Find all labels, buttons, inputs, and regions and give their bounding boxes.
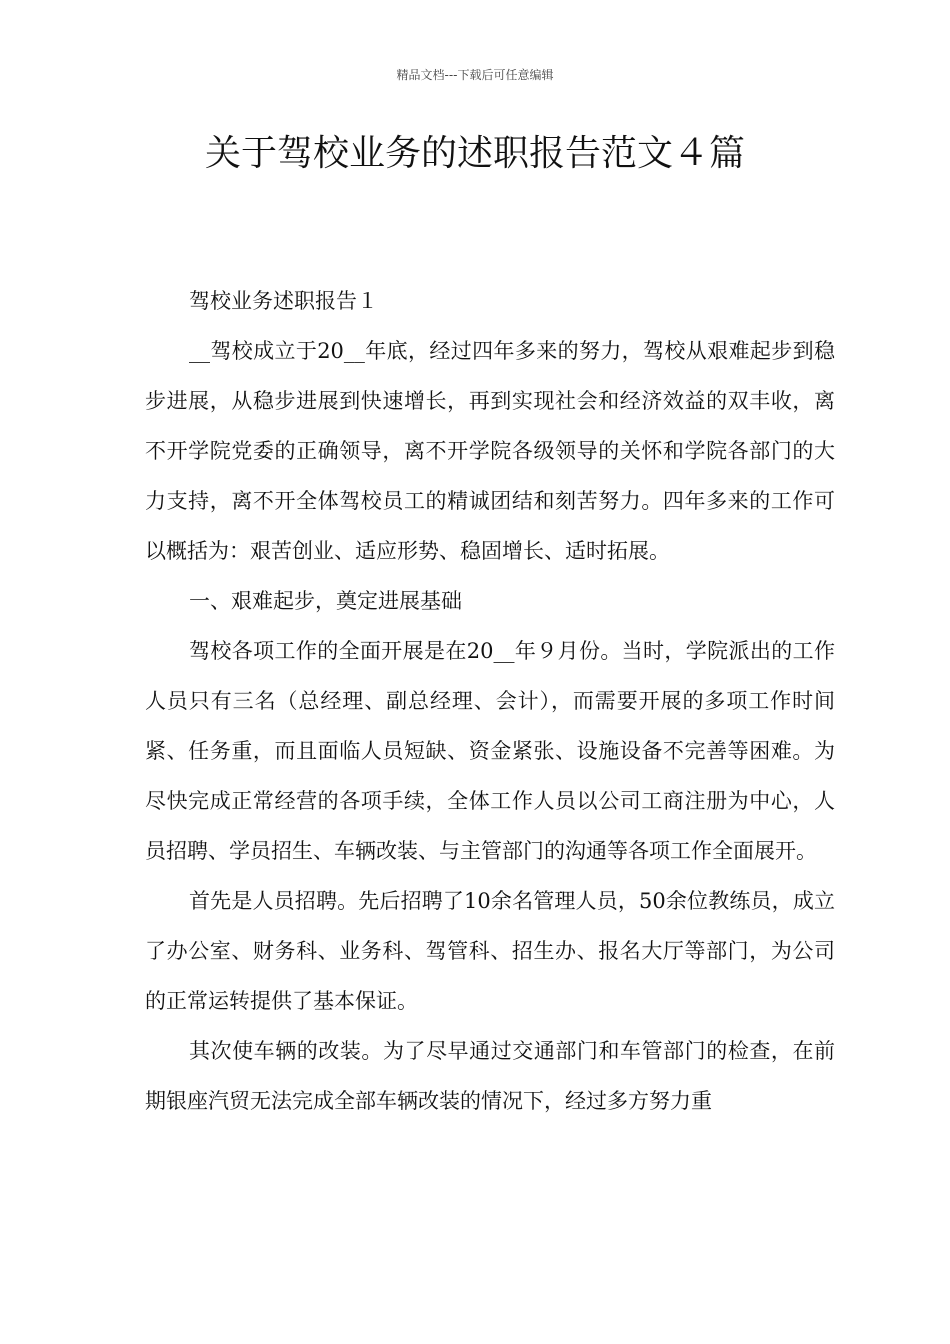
body-paragraph: 驾校各项工作的全面开展是在20__年９月份。当时，学院派出的工作人员只有三名（总经理、副总经理、会计），而需要开展的多项工作时间紧、任务重，而且面临人员短缺、资金紧张、设施设备不完善等困难。为尽快完成正常经营的各项手续，全体工作人员以公司工商注册为中心，人员招聘、学员招生、车辆改装、与主管部门的沟通等各项工作全面展开。 bbox=[145, 639, 835, 863]
section-heading-1: 一、艰难起步，奠定进展基础 bbox=[189, 589, 462, 613]
intro-paragraph: __驾校成立于20__年底，经过四年多来的努力，驾校从艰难起步到稳步进展，从稳步进展到快速增长，再到实现社会和经济效益的双丰收，离不开学院党委的正确领导，离不开学院各级领导的关怀和学院各部门的大力支持，离不开全体驾校员工的精诚团结和刻苦努力。四年多来的工作可以概括为：艰苦创业、适应形势、稳固增长、适时拓展。 bbox=[145, 339, 835, 563]
report-heading: 驾校业务述职报告１ bbox=[189, 289, 378, 313]
body-paragraph: 首先是人员招聘。先后招聘了10余名管理人员，50余位教练员，成立了办公室、财务科、业务科、驾管科、招生办、报名大厅等部门，为公司的正常运转提供了基本保证。 bbox=[145, 889, 835, 1013]
document-body bbox=[145, 276, 835, 1126]
header-note: 精品文档---下载后可任意编辑 bbox=[396, 68, 554, 82]
document-title: 关于驾校业务的述职报告范文４篇 bbox=[204, 133, 745, 174]
body-paragraph: 其次使车辆的改装。为了尽早通过交通部门和车管部门的检查，在前期银座汽贸无法完成全部车辆改装的情况下，经过多方努力重 bbox=[145, 1039, 835, 1113]
